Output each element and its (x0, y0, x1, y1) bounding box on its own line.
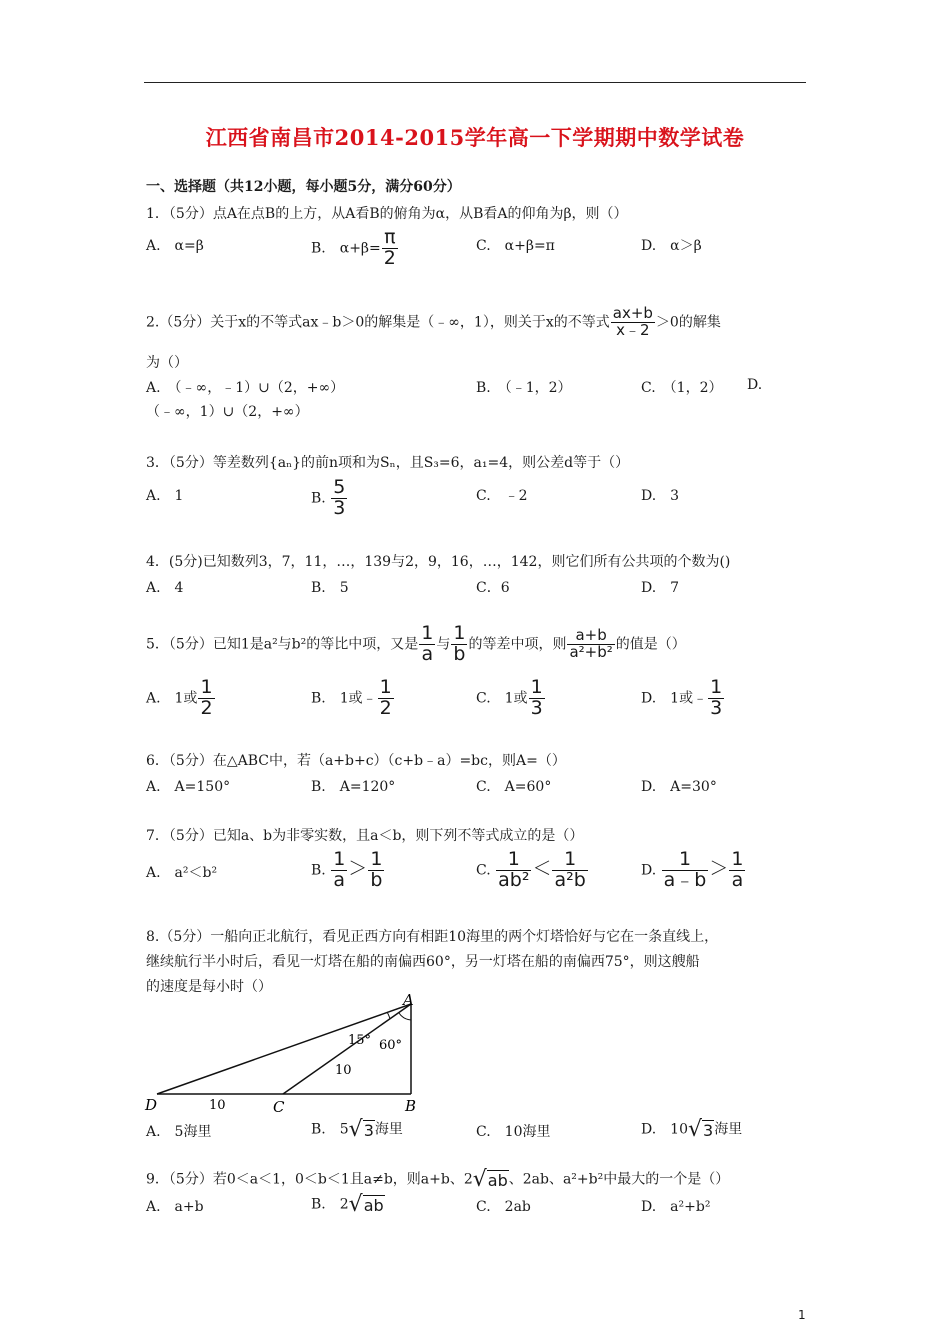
q6-option-a: A. A=150° (146, 779, 231, 795)
q8-option-b (311, 1117, 403, 1142)
frac-num: a+b (567, 628, 614, 645)
q6-option-b: B. A=120° (311, 779, 396, 795)
q2-option-b: B. （﹣1，2） (476, 380, 572, 396)
q8-option-d (641, 1117, 742, 1142)
frac-den: ab² (498, 868, 530, 891)
frac-den: a²b (554, 868, 586, 891)
q8-stem-line1: 8.（5分）一船向正北航行，看见正西方向有相距10海里的两个灯塔恰好与它在一条直线上， (146, 929, 719, 945)
q7-c-right (552, 850, 587, 891)
q5-frac-1a (419, 624, 435, 665)
q8-option-b-unit: 海里 (374, 1121, 403, 1138)
q5-and: 与 (436, 636, 451, 653)
q3-option-d: D. 3 (641, 488, 680, 504)
q6-option-d: D. A=30° (641, 779, 717, 795)
q3-option-b-label: B. (311, 490, 326, 507)
q8-stem-line3: 的速度是每小时（） (146, 979, 272, 995)
q9-option-a: A. a+b (146, 1199, 204, 1215)
q3-option-b (311, 478, 348, 519)
q9-option-d: D. a²+b² (641, 1199, 711, 1215)
q9-stem-tail: 、2ab、a²+b²中最大的一个是（） (508, 1171, 730, 1188)
q1-option-d: D. α＞β (641, 238, 702, 254)
q5-c-fraction (529, 678, 545, 719)
sqrt-3: √3 (688, 1117, 714, 1142)
frac-den: b (370, 868, 383, 891)
q8-option-d-label: D. 10 (641, 1121, 688, 1138)
frac-den: 2 (379, 696, 392, 719)
radicand: 3 (363, 1121, 374, 1140)
frac-num: 1 (710, 676, 723, 698)
q9-option-b (311, 1192, 385, 1217)
q7-c-op: ＜ (532, 857, 552, 880)
q7-d-op: ＞ (709, 857, 729, 880)
q5-stem-tail: 的值是（） (615, 636, 686, 653)
page-title: 江西省南昌市2014-2015学年高一下学期期中数学试卷 (205, 125, 745, 150)
q1-option-a: A. α=β (146, 238, 204, 254)
label-b: B (405, 1097, 417, 1115)
sqrt-ab: √ab (348, 1192, 384, 1217)
frac-num: ax+b (612, 304, 653, 322)
q5-option-b (311, 678, 395, 719)
q7-d-right (729, 850, 745, 891)
q5-option-b-label: B. 1或﹣ (311, 690, 377, 707)
q3-option-a: A. 1 (146, 488, 184, 504)
label-angle-15: 15° (348, 1033, 372, 1048)
q1-option-b (311, 228, 399, 269)
q4-option-c: C．6 (476, 580, 510, 596)
q5-a-fraction (198, 678, 214, 719)
frac-num: 1 (333, 848, 346, 870)
frac-den: 3 (530, 696, 543, 719)
frac-num: 1 (731, 848, 744, 870)
q2-option-d: D. (747, 377, 763, 393)
sqrt-3: √3 (348, 1117, 374, 1142)
q8-option-c: C. 10海里 (476, 1124, 551, 1140)
q4-option-d: D. 7 (641, 580, 680, 596)
q7-stem: 7．（5分）已知a、b为非零实数，且a＜b，则下列不等式成立的是（） (146, 828, 584, 844)
q7-option-c-label: C. (476, 862, 491, 879)
frac-num: 1 (453, 622, 466, 644)
q2-stem (146, 306, 721, 339)
frac-num: 5 (333, 476, 346, 498)
q1-option-b-label: B. α+β= (311, 240, 381, 257)
line-ad (157, 1004, 411, 1094)
frac-num: 1 (421, 622, 434, 644)
q2-fraction (611, 306, 655, 339)
frac-den: a²+b² (569, 642, 613, 661)
label-length-ac: 10 (335, 1063, 352, 1078)
q4-option-b: B. 5 (311, 580, 349, 596)
q8-stem-line2: 继续航行半小时后，看见一灯塔在船的南偏西60°，另一灯塔在船的南偏西75°，则这艘船 (146, 954, 700, 970)
q5-option-c (476, 678, 546, 719)
q4-option-a: A. 4 (146, 580, 184, 596)
frac-den: 2 (200, 696, 213, 719)
label-angle-60: 60° (379, 1038, 403, 1053)
q3-option-c: C. ﹣2 (476, 488, 528, 504)
frac-num: 1 (662, 850, 709, 871)
q7-option-b-label: B. (311, 862, 326, 879)
q8-option-b-label: B. 5 (311, 1121, 349, 1138)
q2-option-c: C. （1，2） (641, 380, 723, 396)
frac-den: 2 (383, 246, 396, 269)
q7-option-d-label: D. (641, 862, 657, 879)
q6-option-c: C. A=60° (476, 779, 552, 795)
q5-frac-1b (451, 624, 467, 665)
q5-d-fraction (708, 678, 724, 719)
q9-stem (146, 1167, 729, 1192)
q2-stem-text: 2.（5分）关于x的不等式ax﹣b＞0的解集是（﹣∞，1），则关于x的不等式 (146, 314, 610, 331)
frac-den: b (453, 642, 466, 665)
q7-option-d (641, 850, 746, 891)
label-length-dc: 10 (209, 1098, 226, 1113)
frac-num: 1 (496, 850, 531, 871)
q5-option-d-label: D. 1或﹣ (641, 690, 708, 707)
frac-num: 1 (379, 676, 392, 698)
q8-option-d-unit: 海里 (714, 1121, 743, 1138)
q7-d-left (662, 850, 709, 891)
q4-stem: 4．(5分)已知数列3，7，11，…，139与2，9，16，…，142，则它们所有公共项的个数为() (146, 554, 731, 570)
q5-option-d (641, 678, 725, 719)
radicand: 3 (703, 1121, 714, 1140)
q1-stem: 1．（5分）点A在点B的上方，从A看B的俯角为α，从B看A的仰角为β，则（） (146, 206, 628, 222)
frac-den: a (421, 642, 434, 665)
frac-num: 1 (370, 848, 383, 870)
frac-num: 1 (530, 676, 543, 698)
q2-option-a: A. （﹣∞，﹣1）∪（2，+∞） (146, 380, 345, 396)
frac-num: π (382, 228, 398, 249)
q2-stem-tail: ＞0的解集 (655, 314, 721, 331)
q9-stem-text: 9．（5分）若0＜a＜1，0＜b＜1且a≠b，则a+b、2 (146, 1171, 473, 1188)
sqrt-ab: √ab (472, 1167, 508, 1192)
q7-option-b (311, 850, 385, 891)
q5-stem (146, 624, 686, 665)
q5-stem-mid: 的等差中项，则 (468, 636, 567, 653)
frac-den: 3 (710, 696, 723, 719)
q2-stem-line2: 为（） (146, 355, 188, 371)
angle-arc-15 (387, 1012, 390, 1019)
frac-den: a﹣b (663, 868, 707, 891)
radicand: ab (363, 1196, 384, 1215)
q7-option-a: A. a²＜b² (146, 865, 218, 881)
q7-option-c (476, 850, 589, 891)
frac-den: a (731, 868, 744, 891)
q8-option-a: A. 5海里 (146, 1124, 212, 1140)
label-d: D (145, 1096, 158, 1114)
q5-option-c-label: C. 1或 (476, 690, 528, 707)
label-a: A (403, 994, 414, 1009)
q3-b-fraction (331, 478, 347, 519)
q7-b-right (368, 850, 384, 891)
frac-den: a (333, 868, 346, 891)
q5-option-a (146, 678, 216, 719)
q1-b-fraction (382, 228, 398, 269)
q5-b-fraction (378, 678, 394, 719)
q1-option-c: C. α+β=π (476, 238, 555, 254)
radicand: ab (487, 1171, 508, 1190)
section-heading: 一、选择题（共12小题，每小题5分，满分60分） (146, 179, 461, 195)
angle-arc-60 (399, 1013, 411, 1020)
q3-stem: 3．（5分）等差数列{aₙ}的前n项和为Sₙ，且S₃=6，a₁=4，则公差d等于（） (146, 455, 630, 471)
frac-num: 1 (552, 850, 587, 871)
q6-stem: 6．（5分）在△ABC中，若（a+b+c）（c+b﹣a）=bc，则A=（） (146, 753, 566, 769)
q5-frac-ab (567, 628, 614, 661)
frac-den: 3 (333, 496, 346, 519)
q9-option-b-label: B. 2 (311, 1196, 349, 1213)
label-c: C (273, 1098, 285, 1116)
frac-den: x﹣2 (616, 320, 650, 339)
q9-option-c: C. 2ab (476, 1199, 531, 1215)
q7-b-left (331, 850, 347, 891)
page-number: 1 (798, 1308, 806, 1322)
q2-option-d-value: （﹣∞，1）∪（2，+∞） (146, 404, 309, 420)
q5-stem-text: 5．（5分）已知1是a²与b²的等比中项，又是 (146, 636, 419, 653)
lighthouse-diagram (143, 994, 419, 1116)
top-rule (144, 82, 806, 83)
q7-b-op: ＞ (348, 857, 368, 880)
frac-num: 1 (200, 676, 213, 698)
q7-c-left (496, 850, 531, 891)
q5-option-a-label: A. 1或 (146, 690, 198, 707)
